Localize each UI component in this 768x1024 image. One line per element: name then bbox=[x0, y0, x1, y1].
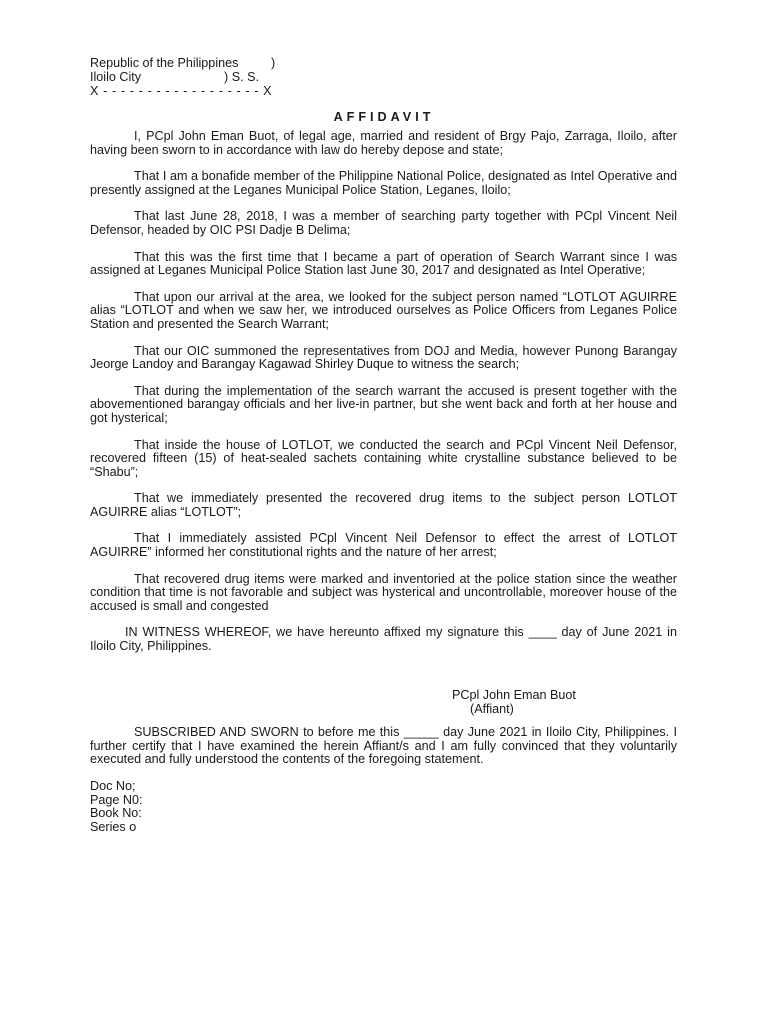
venue-separator: X - - - - - - - - - - - - - - - - - - X bbox=[90, 84, 273, 98]
doc-number: Doc No; bbox=[90, 779, 136, 793]
venue-republic-text: Republic of the Philippines bbox=[90, 56, 239, 70]
venue-city-text: Iloilo City bbox=[90, 70, 142, 84]
paragraph-implementation: That during the implementation of the search warrant the accused is present together with the abovementioned barangay officials and her live-in partner, but she went back and forth at her house and got hysterical; bbox=[90, 383, 677, 425]
paragraph-search-party: That last June 28, 2018, I was a member of searching party together with PCpl Vincent Neil Defensor, headed by OIC PSI Dadje B Delima; bbox=[90, 209, 677, 237]
affidavit-body bbox=[90, 130, 677, 654]
affiant-name: PCpl John Eman Buot bbox=[452, 688, 576, 702]
paragraph-intro: I, PCpl John Eman Buot, of legal age, married and resident of Brgy Pajo, Zarraga, Iloilo, after having been sworn to in accordance with law do hereby depose and state; bbox=[90, 129, 677, 157]
paragraph-arrest: That I immediately assisted PCpl Vincent Neil Defensor to effect the arrest of LOTLOT AGUIRRE” informed her constitutional rights and the nature of her arrest; bbox=[90, 531, 677, 560]
venue-block bbox=[90, 56, 276, 98]
venue-line-republic bbox=[90, 56, 276, 70]
notarial-register bbox=[90, 780, 143, 834]
paragraph-membership: That I am a bonafide member of the Philippine National Police, designated as Intel Operative and presently assigned at the Leganes Municipal Police Station, Leganes, Iloilo; bbox=[90, 169, 677, 197]
paragraph-arrival: That upon our arrival at the area, we looked for the subject person named “LOTLOT AGUIRRE alias “LOTLOT and when we saw her, we introduced ourselves as Police Officers from Leganes Police Station and presented the Search Warrant; bbox=[90, 289, 677, 331]
page-number: Page N0: bbox=[90, 792, 143, 807]
series-number: Series o bbox=[90, 819, 137, 834]
affiant-role: (Affiant) bbox=[470, 702, 514, 716]
paragraph-witnesses: That our OIC summoned the representatives from DOJ and Media, however Punong Barangay Jeorge Landoy and Barangay Kagawad Shirley Duque to witness the search; bbox=[90, 343, 677, 372]
paragraph-search-recovery: That inside the house of LOTLOT, we conducted the search and PCpl Vincent Neil Defensor, recovered fifteen (15) of heat-sealed sachets containing white crystalline substance believed to be “Shabu”; bbox=[90, 437, 677, 479]
paragraph-first-operation: That this was the first time that I became a part of operation of Search Warrant since I was assigned at Leganes Municipal Police Station last June 30, 2017 and designated as Intel Operative; bbox=[90, 249, 677, 278]
document-title: AFFIDAVIT bbox=[333, 110, 435, 124]
signature-block bbox=[452, 688, 576, 716]
book-number: Book No: bbox=[90, 806, 142, 821]
venue-paren: ) bbox=[271, 56, 276, 70]
venue-ss: ) S. S. bbox=[224, 70, 259, 84]
paragraph-inventory: That recovered drug items were marked and inventoried at the police station since the weather condition that time is not favorable and subject was hysterical and uncontrollable, moreover house of the accused is small and congested bbox=[90, 571, 677, 613]
venue-line-city bbox=[90, 70, 272, 84]
jurat-paragraph: SUBSCRIBED AND SWORN to before me this _____ day June 2021 in Iloilo City, Philippines. I further certify that I have examined the herein Affiant/s and I am fully convinced that they voluntarily executed and fully understood the contents of the foregoing statement. bbox=[90, 725, 677, 767]
paragraph-witness-whereof: IN WITNESS WHEREOF, we have hereunto affixed my signature this ____ day of June 2021 in Iloilo City, Philippines. bbox=[90, 625, 677, 654]
paragraph-presentation: That we immediately presented the recovered drug items to the subject person LOTLOT AGUIRRE alias “LOTLOT”; bbox=[90, 491, 677, 519]
